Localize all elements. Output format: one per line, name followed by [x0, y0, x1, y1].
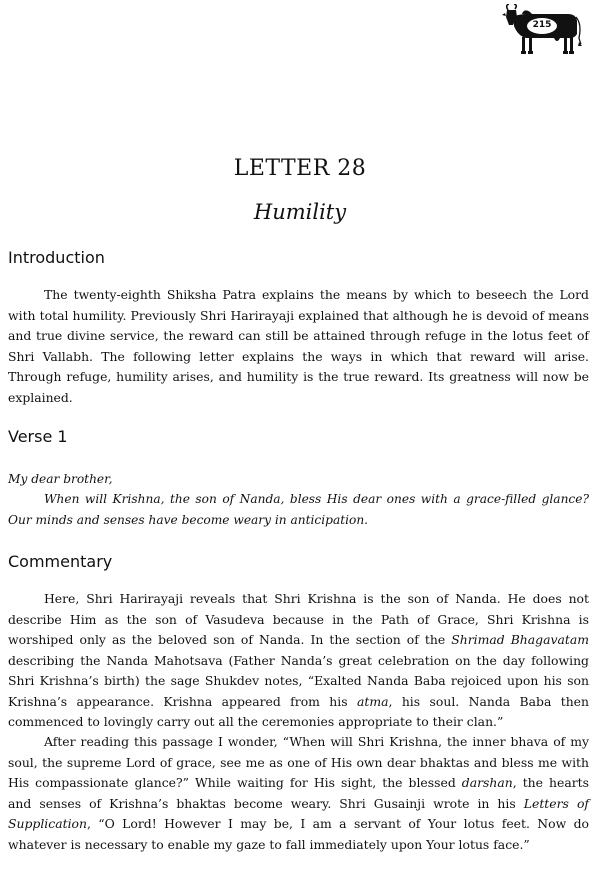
introduction-paragraph: The twenty-eighth Shiksha Patra explains the means by which to beseech the Lord with total humility. Previously Shri Harirayaji explained that although he is devoid of means and true divine service, the reward can still be attained through refuge in the lotus feet of Shri Vallabh. The following letter explains the ways in which that reward will arise. Through refuge, humility arises, and humility is the true reward. Its greatness will now be explained. — [8, 287, 589, 405]
commentary-p1-text-e: , his soul. Nanda Baba then commenced to lovingly carry out all the ceremonies appropriate to their clan.” — [8, 693, 589, 729]
commentary-p2-text-e: , “O Lord! However I may be, I am a servant of Your lotus feet. Now do whatever is necessary to enable my gaze to fall immediately upon Your lotus face.” — [8, 816, 589, 852]
verse-heading: Verse 1 — [8, 427, 68, 446]
commentary-heading: Commentary — [8, 552, 113, 571]
commentary-p2-text-c: , the hearts and senses of Krishna’s bhaktas become weary. Shri Gusainji wrote in his — [8, 775, 589, 811]
commentary-p1-term-atma: atma — [356, 693, 389, 709]
commentary-p1-book-title: Shrimad Bhagavatam — [451, 632, 589, 647]
letter-title: LETTER 28 — [233, 156, 367, 181]
commentary-paragraph-1 — [8, 589, 589, 733]
page-header-mark — [502, 4, 582, 56]
commentary-p1-text-c: describing the Nanda Mahotsava (Father Nanda’s great celebration on the day following Shri Krishna’s birth) the sage Shukdev notes, “Exalted Nanda Baba rejoiced upon his son Krishna’s appearance. Krishna appeared from his — [8, 652, 589, 709]
cow-icon — [502, 4, 582, 56]
verse-salutation: My dear brother, — [8, 472, 113, 486]
commentary-p1-text-a: Here, Shri Harirayaji reveals that Shri Krishna is the son of Nanda. He does not describe Him as the son of Vasudeva because in the Path of Grace, Shri Krishna is worshiped only as the beloved son of Nanda. In the section of the — [8, 591, 589, 647]
introduction-heading: Introduction — [8, 248, 105, 267]
commentary-p2-text-a: After reading this passage I wonder, “When will Shri Krishna, the inner bhava of my soul, the supreme Lord of grace, see me as one of His own dear bhaktas and bless me with His compassionate glance?” While waiting for His sight, the blessed — [8, 734, 589, 790]
page-number: 215 — [532, 20, 552, 30]
commentary-p2-term-darshan: darshan — [461, 775, 513, 790]
verse-text: When will Krishna, the son of Nanda, bless His dear ones with a grace-filled glance? Our minds and senses have become weary in anticipation. — [8, 492, 589, 527]
commentary-p2-book-title: Letters of Supplication — [8, 795, 589, 831]
letter-subtitle: Humility — [253, 200, 347, 224]
commentary-paragraph-2 — [8, 732, 589, 855]
